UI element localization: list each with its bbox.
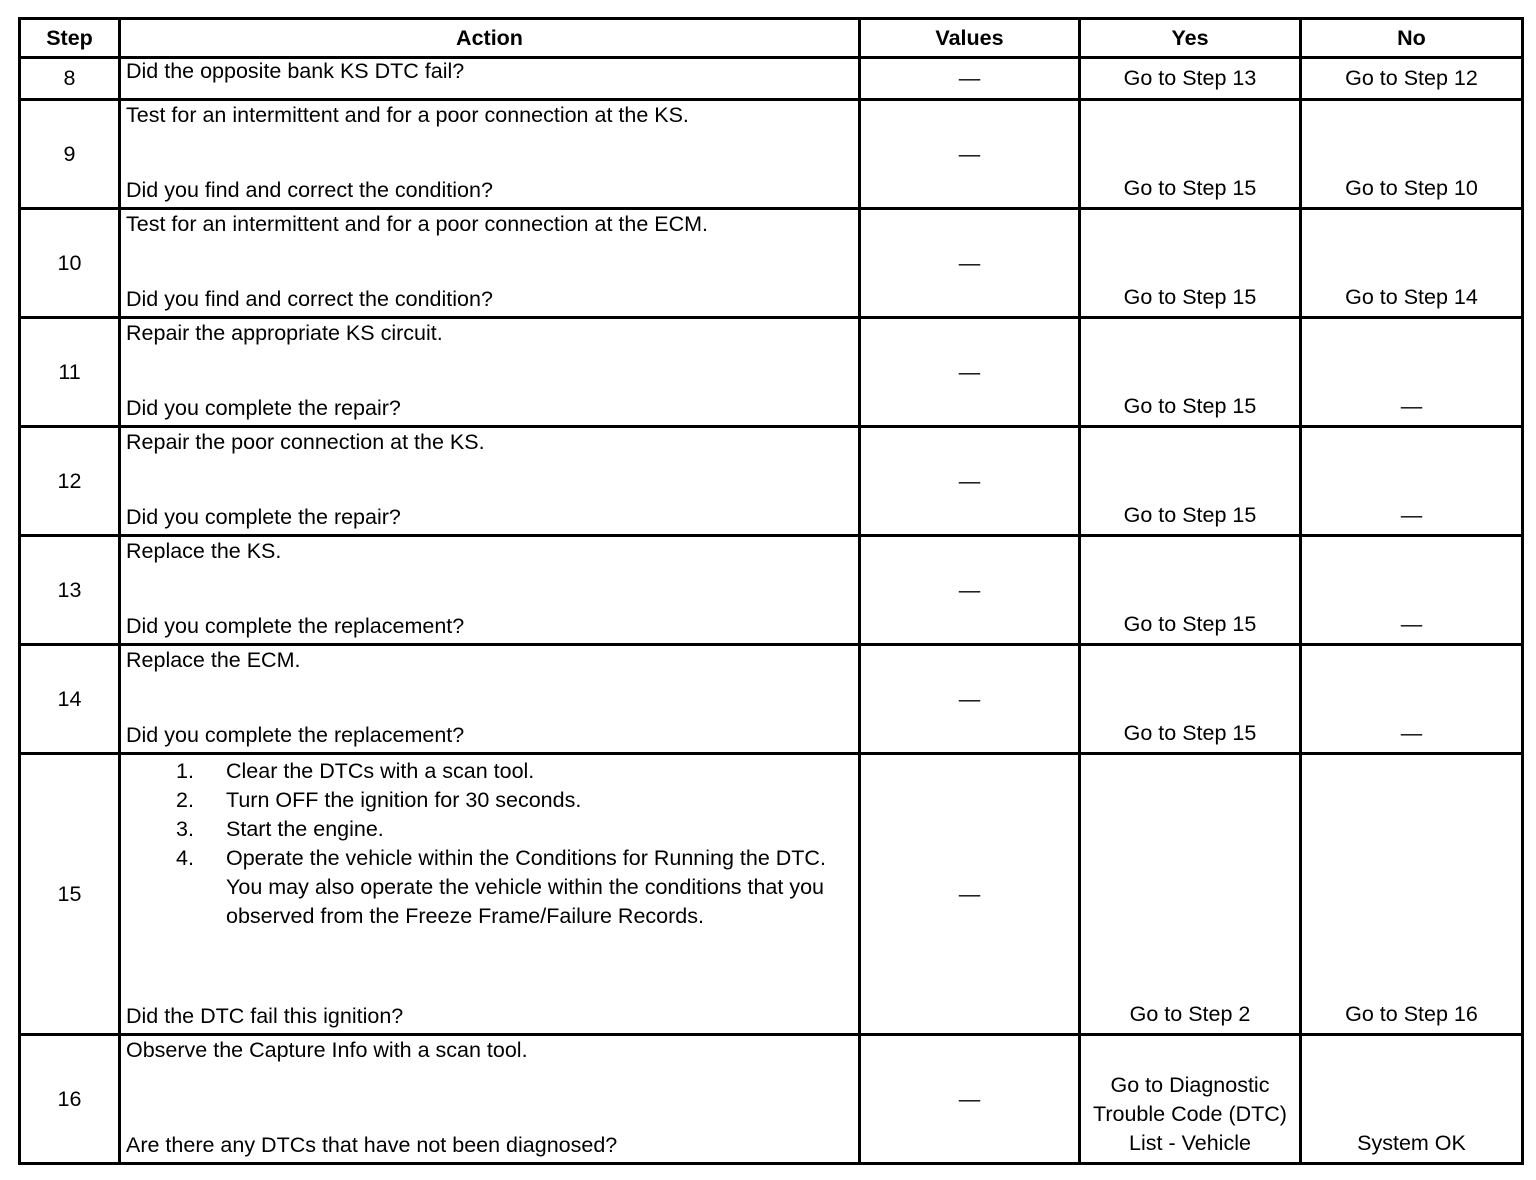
table-row: [20, 318, 1523, 427]
action-content: [121, 646, 858, 752]
action-content: [121, 428, 858, 534]
action-step-text: Clear the DTCs with a scan tool.: [226, 759, 535, 783]
step-number: 12: [20, 427, 120, 536]
action-cell: [120, 318, 860, 427]
step-number: 9: [20, 100, 120, 209]
values-cell: —: [860, 427, 1080, 536]
header-action: Action: [120, 19, 860, 58]
action-question: Are there any DTCs that have not been diagnosed?: [126, 1133, 618, 1157]
action-step: [126, 815, 853, 844]
action-text: Did the opposite bank KS DTC fail?: [126, 59, 465, 83]
action-cell: [120, 645, 860, 754]
action-question: Did you complete the replacement?: [126, 723, 465, 747]
table-row: [20, 754, 1523, 1035]
header-yes: Yes: [1080, 19, 1301, 58]
step-number: 14: [20, 645, 120, 754]
no-result: —: [1301, 427, 1523, 536]
table-row: [20, 536, 1523, 645]
action-question: Did you complete the repair?: [126, 396, 401, 420]
no-result: Go to Step 12: [1301, 58, 1523, 100]
values-cell: —: [860, 754, 1080, 1035]
values-cell: —: [860, 1035, 1080, 1164]
no-result: Go to Step 16: [1301, 754, 1523, 1035]
action-cell: [120, 1035, 860, 1164]
action-step-number: 3.: [176, 817, 194, 841]
action-content: [121, 1036, 858, 1162]
no-result: —: [1301, 536, 1523, 645]
action-cell: [120, 100, 860, 209]
no-result: System OK: [1301, 1035, 1523, 1164]
step-number: 15: [20, 754, 120, 1035]
header-step: Step: [20, 19, 120, 58]
action-question: Did you find and correct the condition?: [126, 178, 493, 202]
no-result: —: [1301, 318, 1523, 427]
action-cell: [120, 536, 860, 645]
action-step-text: Start the engine.: [226, 817, 384, 841]
action-content: [121, 210, 858, 316]
yes-result: Go to Step 2: [1080, 754, 1301, 1035]
action-question: Did you complete the replacement?: [126, 614, 465, 638]
yes-result: Go to Step 15: [1080, 318, 1301, 427]
table-row: [20, 645, 1523, 754]
action-content: [121, 755, 858, 1033]
header-values: Values: [860, 19, 1080, 58]
header-no: No: [1301, 19, 1523, 58]
action-cell: [120, 427, 860, 536]
table-row: [20, 100, 1523, 209]
values-cell: —: [860, 645, 1080, 754]
values-cell: —: [860, 100, 1080, 209]
action-question: Did you find and correct the condition?: [126, 287, 493, 311]
header-row: [20, 19, 1523, 58]
action-step-number: 2.: [176, 788, 194, 812]
yes-result: Go to Step 15: [1080, 100, 1301, 209]
step-number: 16: [20, 1035, 120, 1164]
action-step-number: 4.: [176, 846, 194, 870]
action-text: Observe the Capture Info with a scan tool.: [126, 1038, 528, 1062]
action-step-text: Turn OFF the ignition for 30 seconds.: [226, 788, 582, 812]
step-number: 8: [20, 58, 120, 100]
action-question: Did the DTC fail this ignition?: [126, 1004, 404, 1028]
action-text: Repair the poor connection at the KS.: [126, 430, 485, 454]
table-row: [20, 1035, 1523, 1164]
no-result: —: [1301, 645, 1523, 754]
action-content: [121, 319, 858, 425]
no-result: Go to Step 14: [1301, 209, 1523, 318]
yes-result: Go to Step 15: [1080, 645, 1301, 754]
yes-result: Go to Step 15: [1080, 536, 1301, 645]
yes-result: Go to Step 13: [1080, 58, 1301, 100]
yes-result: Go to Step 15: [1080, 427, 1301, 536]
table-row: [20, 427, 1523, 536]
action-question: Did you complete the repair?: [126, 505, 401, 529]
action-step: [126, 757, 853, 786]
values-cell: —: [860, 209, 1080, 318]
action-text: Replace the ECM.: [126, 648, 301, 672]
action-step: [126, 844, 853, 931]
values-cell: —: [860, 58, 1080, 100]
no-result: Go to Step 10: [1301, 100, 1523, 209]
action-step-number: 1.: [176, 759, 194, 783]
values-cell: —: [860, 318, 1080, 427]
yes-result: Go to Diagnostic Trouble Code (DTC) List - Vehicle: [1080, 1035, 1301, 1164]
action-cell: [120, 58, 860, 100]
diagnostic-steps-table: [18, 17, 1524, 1165]
yes-result: Go to Step 15: [1080, 209, 1301, 318]
action-text: Repair the appropriate KS circuit.: [126, 321, 443, 345]
table-row: [20, 58, 1523, 100]
action-content: [121, 537, 858, 643]
table-row: [20, 209, 1523, 318]
action-cell: [120, 754, 860, 1035]
action-text: Test for an intermittent and for a poor connection at the ECM.: [126, 212, 709, 236]
action-text: Test for an intermittent and for a poor connection at the KS.: [126, 103, 689, 127]
action-step: [126, 786, 853, 815]
values-cell: —: [860, 536, 1080, 645]
step-number: 13: [20, 536, 120, 645]
action-cell: [120, 209, 860, 318]
action-text: Replace the KS.: [126, 539, 282, 563]
action-step-text: Operate the vehicle within the Conditions for Running the DTC. You may also operate the vehicle within the conditions that you observed from the Freeze Frame/Failure Records.: [226, 846, 826, 928]
action-content: [121, 101, 858, 207]
action-content: [121, 59, 858, 98]
action-steps-list: [126, 757, 853, 931]
step-number: 10: [20, 209, 120, 318]
step-number: 11: [20, 318, 120, 427]
